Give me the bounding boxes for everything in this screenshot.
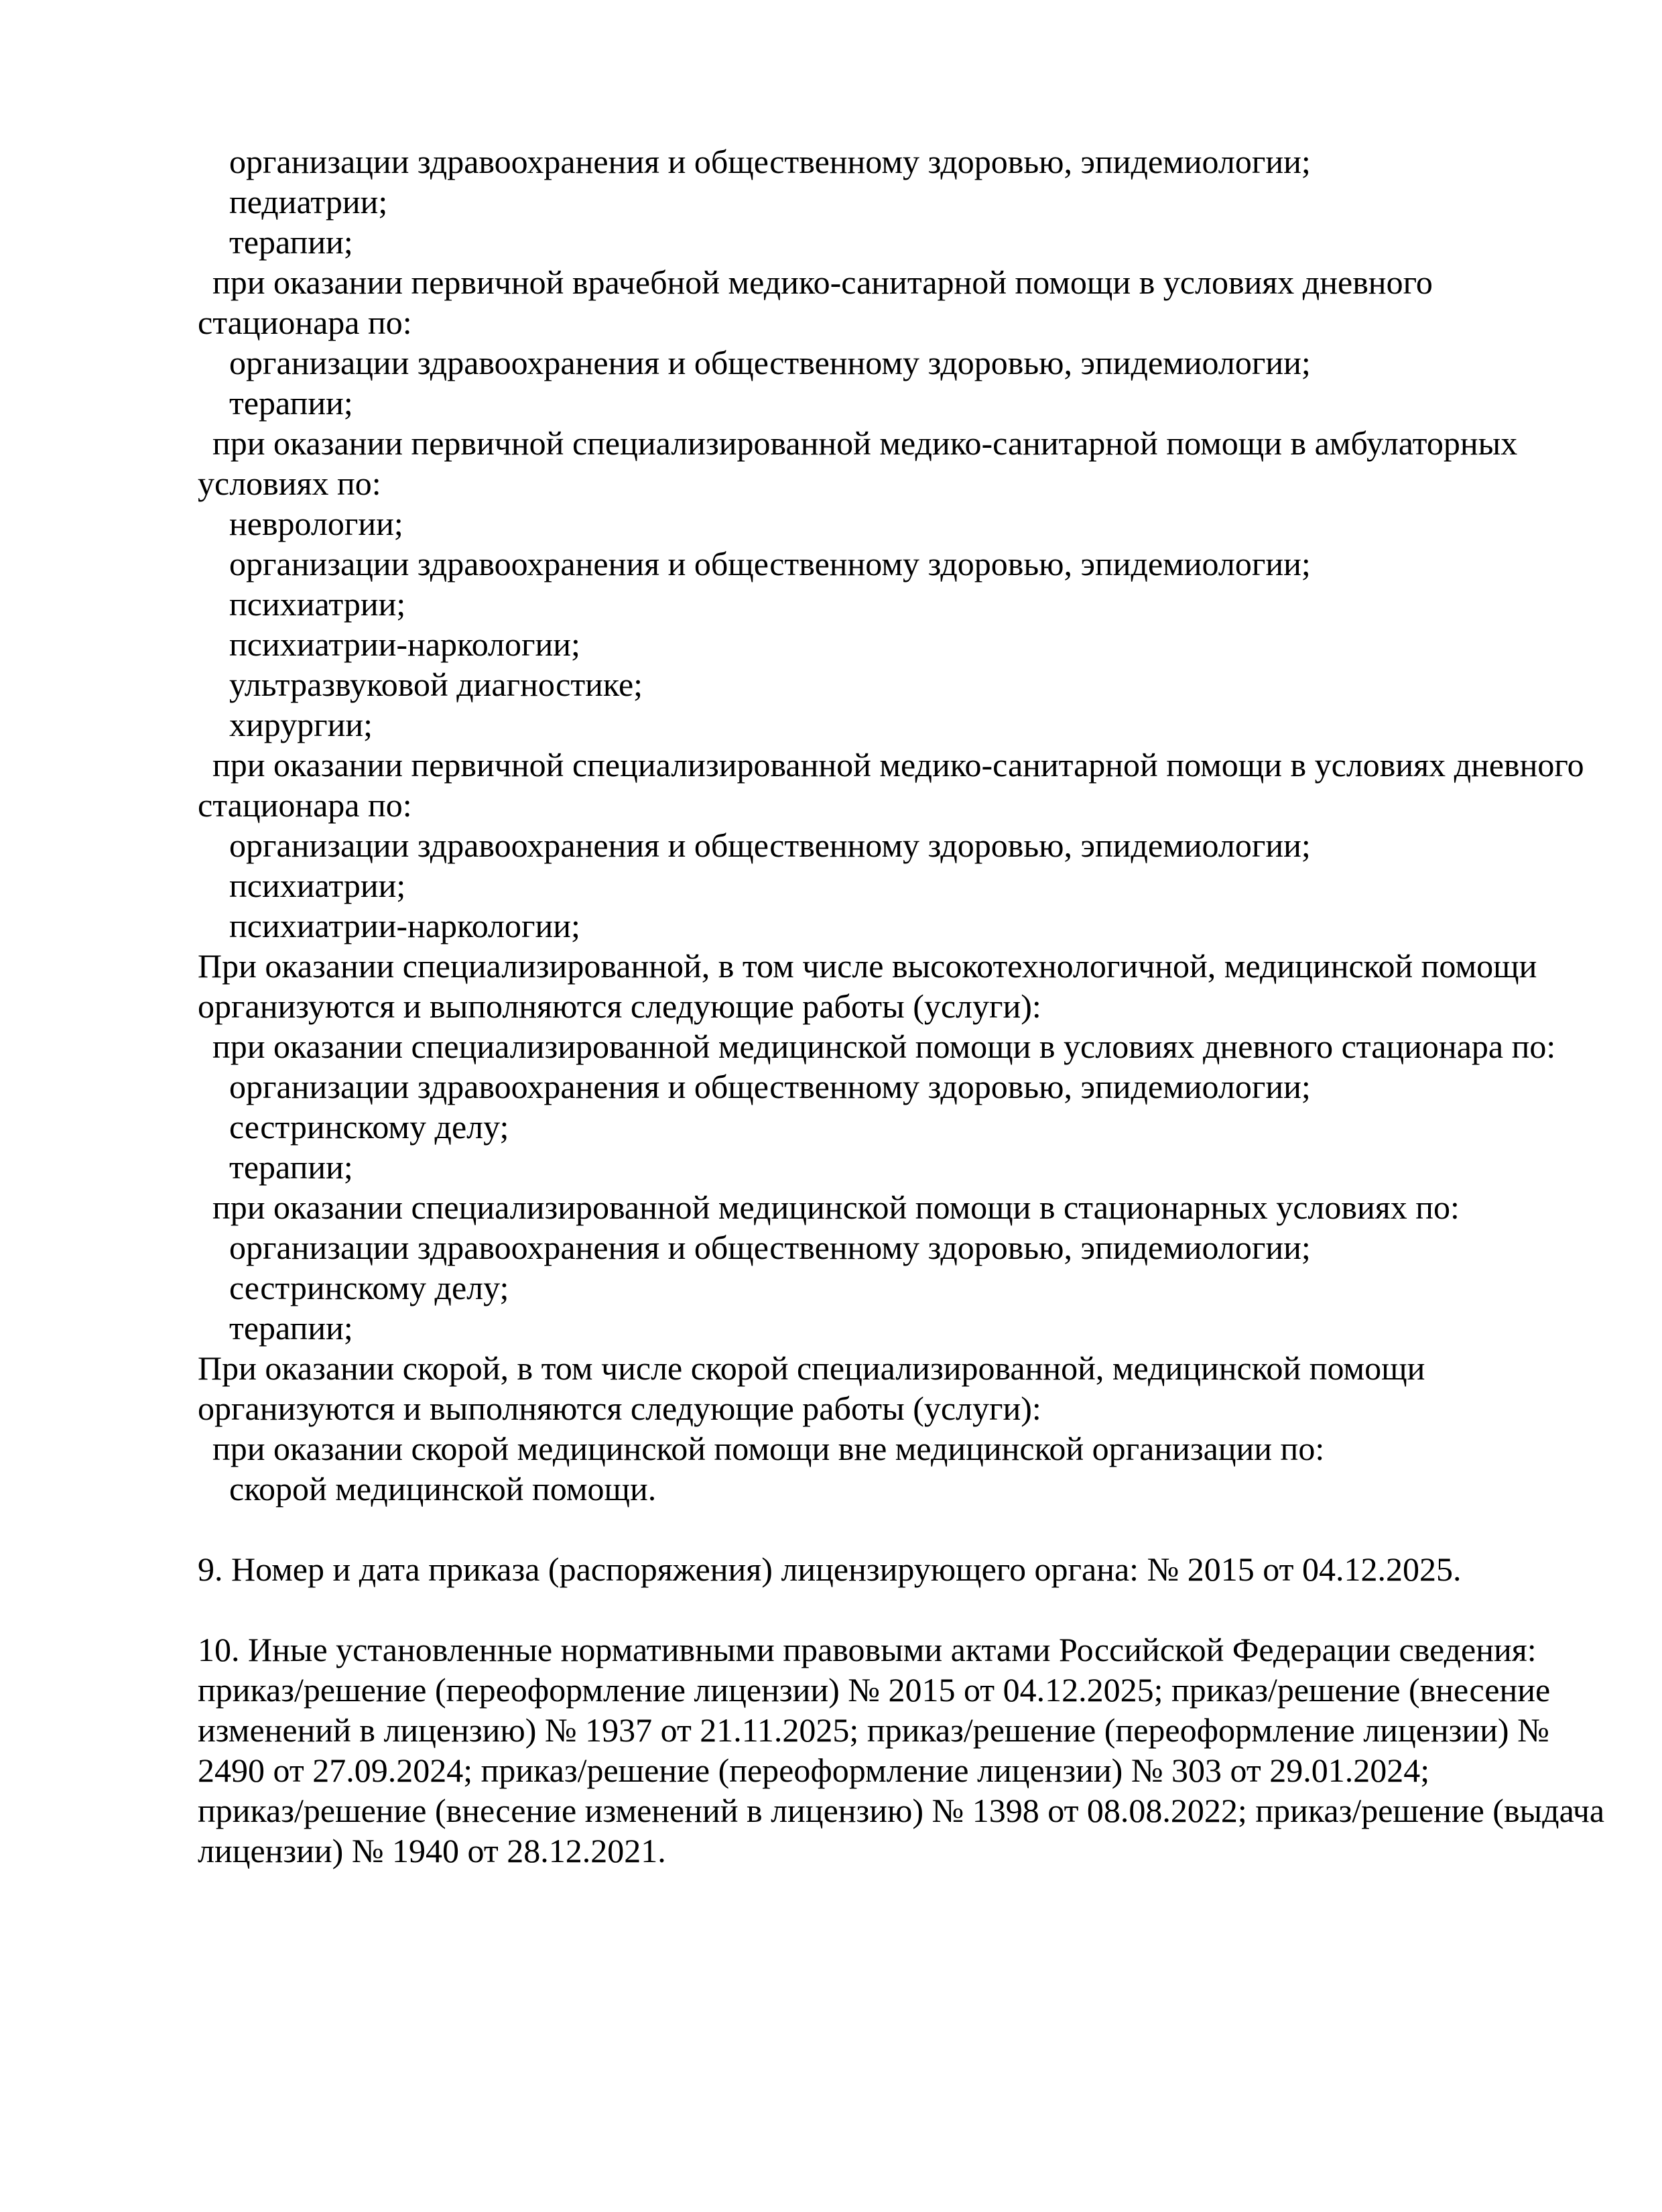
document-line: психиатрии-наркологии; xyxy=(229,625,580,663)
document-line: 2490 от 27.09.2024; приказ/решение (переоформление лицензии) № 303 от 29.01.2024; xyxy=(198,1752,1430,1789)
document-line: терапии; xyxy=(229,1309,353,1347)
document-line: изменений в лицензию) № 1937 от 21.11.2025; приказ/решение (переоформление лицензии) № xyxy=(198,1711,1549,1749)
document-line: психиатрии-наркологии; xyxy=(229,907,580,944)
document-line: при оказании первичной специализированной медико-санитарной помощи в условиях дневного xyxy=(212,746,1584,784)
document-line: организуются и выполняются следующие работы (услуги): xyxy=(198,987,1041,1025)
document-line: организации здравоохранения и общественному здоровью, эпидемиологии; xyxy=(229,143,1311,180)
document-line: сестринскому делу; xyxy=(229,1269,509,1306)
document-line: При оказании скорой, в том числе скорой специализированной, медицинской помощи xyxy=(198,1349,1425,1387)
document-line: приказ/решение (переоформление лицензии) № 2015 от 04.12.2025; приказ/решение (внесение xyxy=(198,1671,1551,1709)
document-line: организации здравоохранения и общественному здоровью, эпидемиологии; xyxy=(229,344,1311,381)
document-line: стационара по: xyxy=(198,786,412,824)
document-line: 10. Иные установленные нормативными правовыми актами Российской Федерации сведения: xyxy=(198,1631,1537,1668)
document-line: организации здравоохранения и общественному здоровью, эпидемиологии; xyxy=(229,545,1311,582)
document-body xyxy=(198,141,1604,1871)
document-line: стационара по: xyxy=(198,304,412,341)
document-line: скорой медицинской помощи. xyxy=(229,1470,657,1508)
document-line: приказ/решение (внесение изменений в лицензию) № 1398 от 08.08.2022; приказ/решение (выдача xyxy=(198,1792,1605,1829)
document-line: организации здравоохранения и общественному здоровью, эпидемиологии; xyxy=(229,1068,1311,1105)
blank-line xyxy=(198,1509,1604,1549)
document-line: организации здравоохранения и общественному здоровью, эпидемиологии; xyxy=(229,826,1311,864)
document-line: При оказании специализированной, в том числе высокотехнологичной, медицинской помощи xyxy=(198,947,1537,985)
document-line: ультразвуковой диагностике; xyxy=(229,666,643,703)
document-line: хирургии; xyxy=(229,706,373,743)
document-line: лицензии) № 1940 от 28.12.2021. xyxy=(198,1832,666,1869)
document-line: терапии; xyxy=(229,384,353,422)
document-line: терапии; xyxy=(229,1148,353,1186)
document-line: 9. Номер и дата приказа (распоряжения) лицензирующего органа: № 2015 от 04.12.2025. xyxy=(198,1550,1462,1588)
document-line: при оказании специализированной медицинской помощи в условиях дневного стационара по: xyxy=(212,1028,1556,1065)
document-line: неврологии; xyxy=(229,505,403,542)
document-line: педиатрии; xyxy=(229,183,388,221)
document-line: при оказании специализированной медицинской помощи в стационарных условиях по: xyxy=(212,1188,1460,1226)
document-line: психиатрии; xyxy=(229,585,406,623)
document-line: при оказании первичной врачебной медико-санитарной помощи в условиях дневного xyxy=(212,263,1433,301)
document-line: терапии; xyxy=(229,223,353,261)
document-line: при оказании первичной специализированной медико-санитарной помощи в амбулаторных xyxy=(212,424,1518,462)
document-line: условиях по: xyxy=(198,465,381,502)
document-line: при оказании скорой медицинской помощи вне медицинской организации по: xyxy=(212,1430,1325,1467)
document-line: психиатрии; xyxy=(229,867,406,904)
document-line: сестринскому делу; xyxy=(229,1108,509,1146)
document-line: организации здравоохранения и общественному здоровью, эпидемиологии; xyxy=(229,1229,1311,1266)
blank-line xyxy=(198,1589,1604,1630)
document-line: организуются и выполняются следующие работы (услуги): xyxy=(198,1390,1041,1427)
